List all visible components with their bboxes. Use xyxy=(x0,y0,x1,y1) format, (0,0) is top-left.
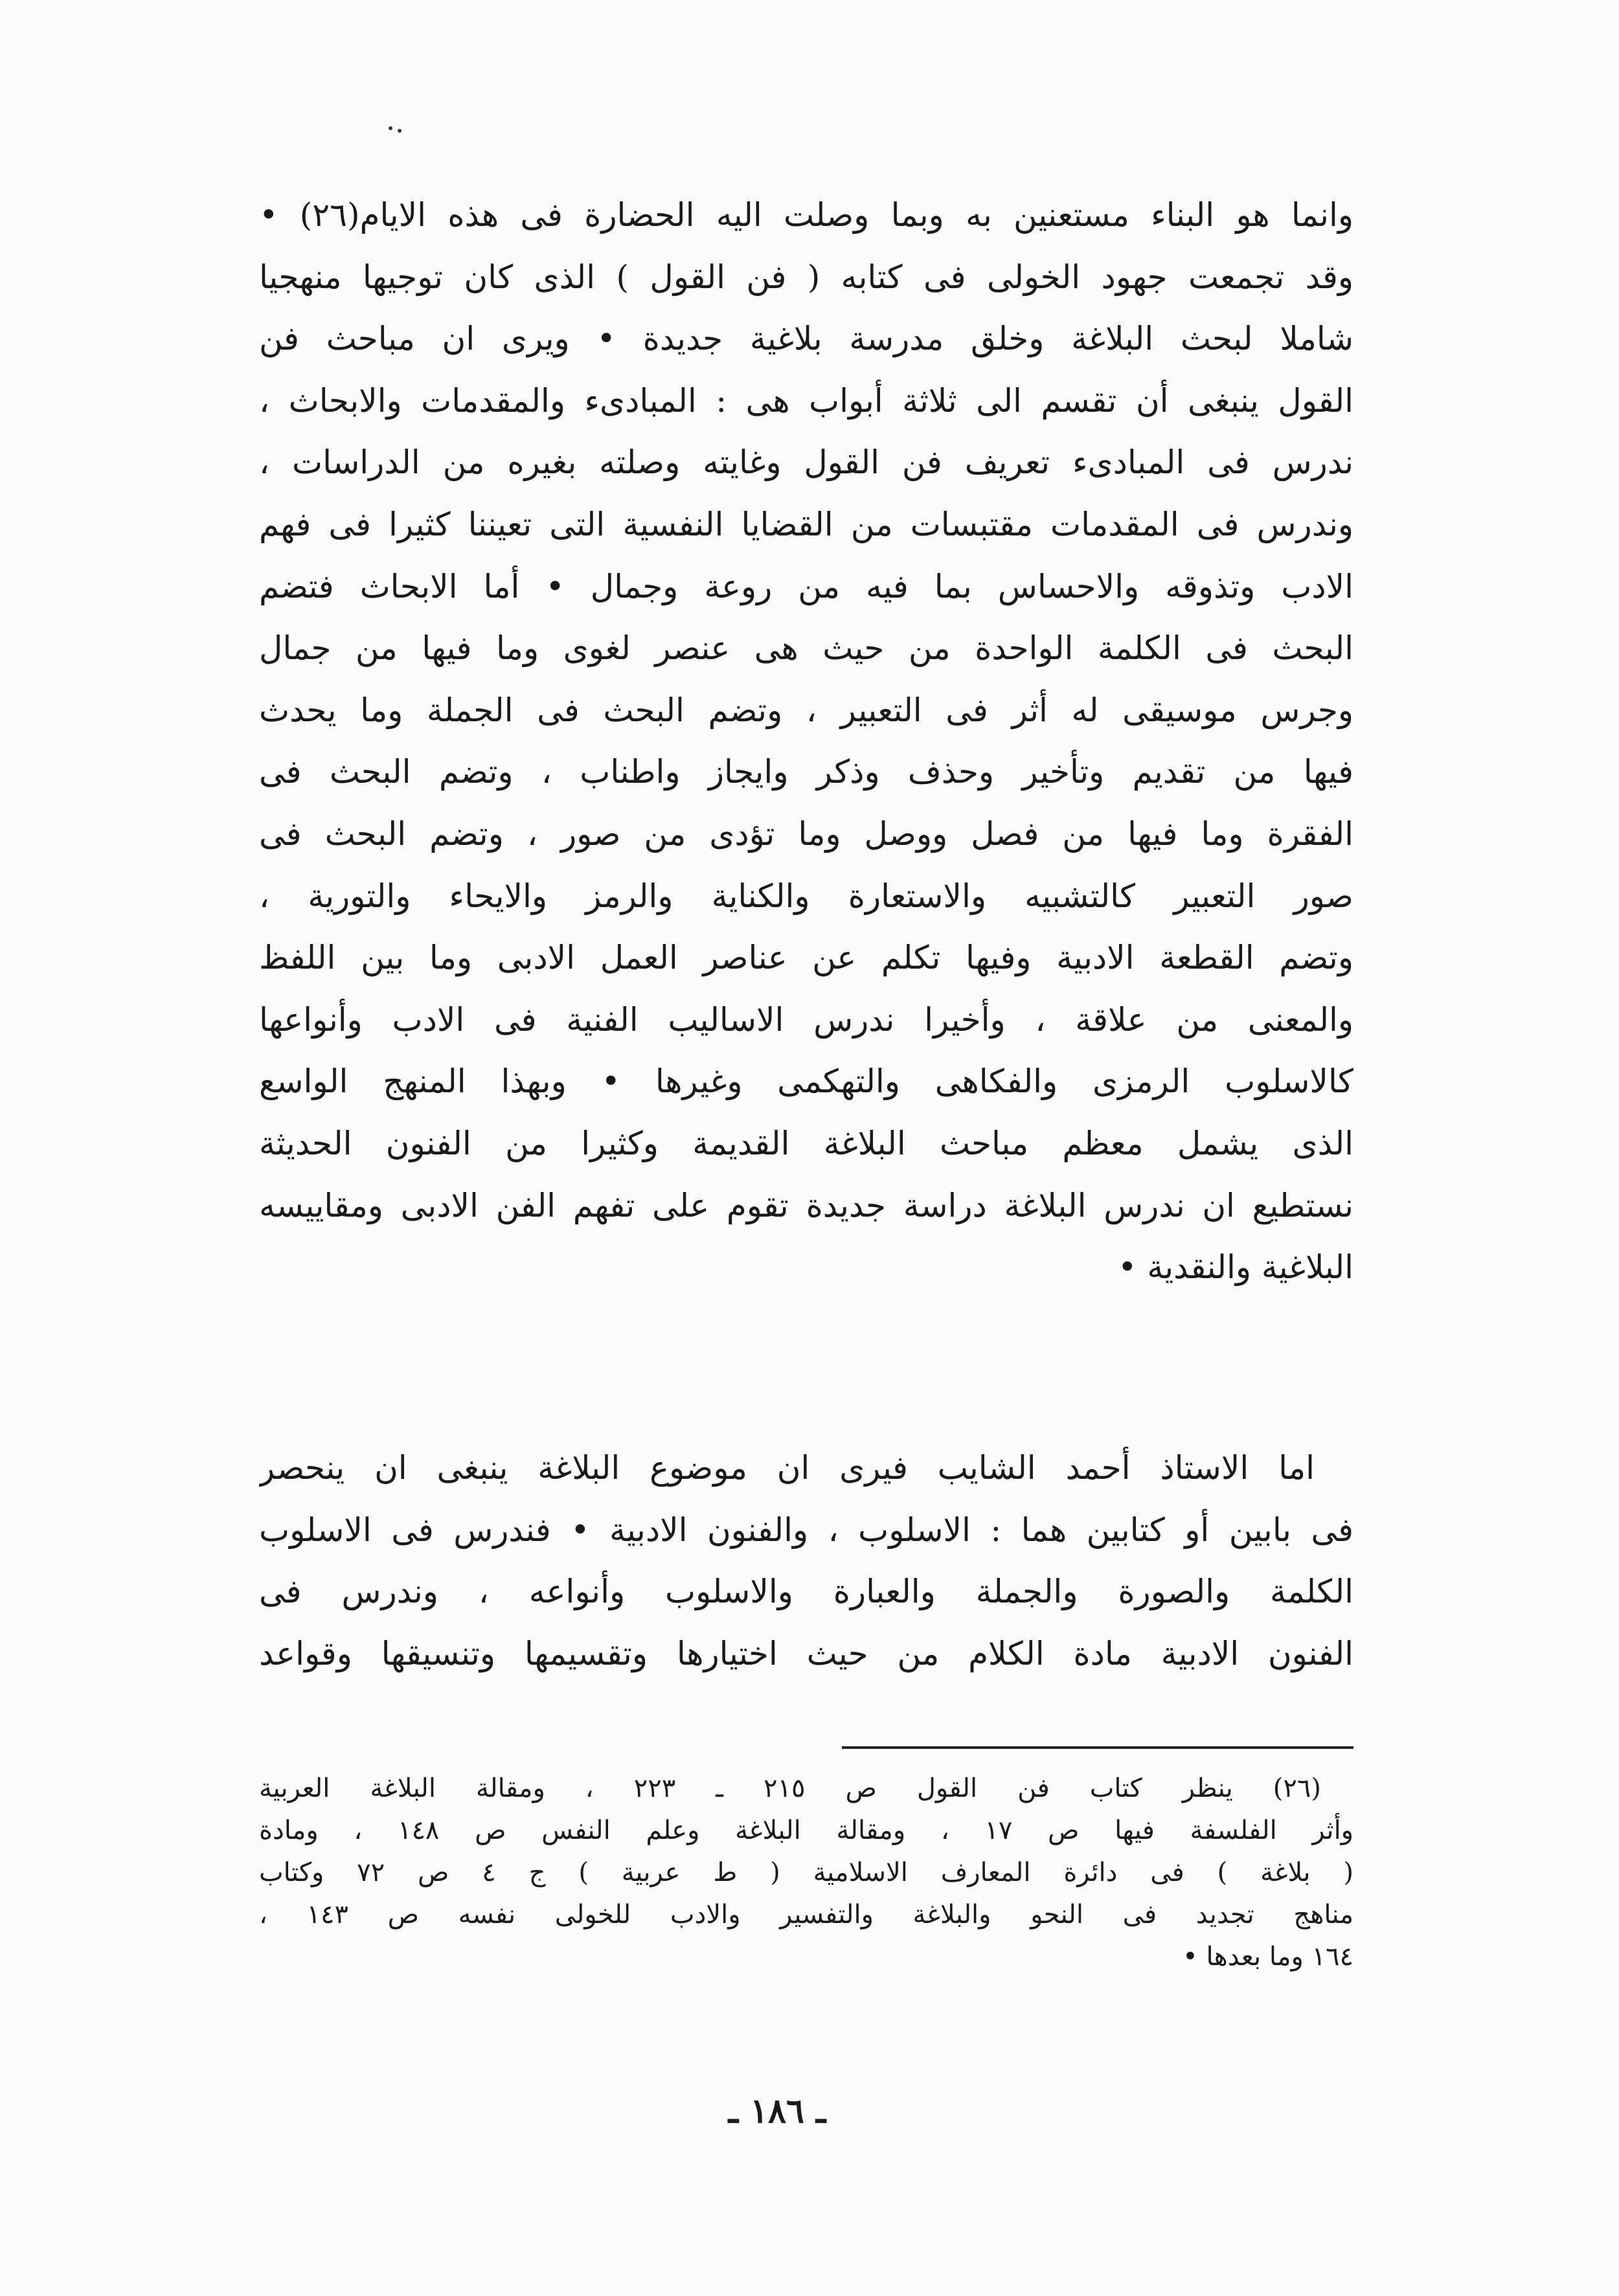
text-line: الفنون الادبية مادة الكلام من حيث اختيارها وتقسيمها وتنسيقها وقواعد xyxy=(259,1634,1353,1672)
text-line: ندرس فى المبادىء تعريف فن القول وغايته وصلته بغيره من الدراسات ، xyxy=(259,444,1353,482)
text-line: شاملا لبحث البلاغة وخلق مدرسة بلاغية جديدة • ويرى ان مباحث فن xyxy=(259,320,1353,358)
footnote-line: ١٦٤ وما بعدها • xyxy=(1183,1942,1353,1972)
footnote-line: (٢٦) ينظر كتاب فن القول ص ٢١٥ ـ ٢٢٣ ، ومقالة البلاغة العربية xyxy=(259,1773,1321,1803)
text-line: صور التعبير كالتشبيه والاستعارة والكناية والرمز والايحاء والتورية ، xyxy=(259,877,1353,915)
text-line: البحث فى الكلمة الواحدة من حيث هى عنصر لغوى وما فيها من جمال xyxy=(259,629,1353,668)
scan-mark xyxy=(389,126,414,139)
text-line: فى بابين أو كتابين هما : الاسلوب ، والفنون الادبية • فندرس فى الاسلوب xyxy=(259,1511,1353,1549)
footnote-divider xyxy=(842,1746,1353,1749)
text-line: البلاغية والنقدية • xyxy=(1118,1248,1353,1287)
text-line: الادب وتذوقه والاحساس بما فيه من روعة وجمال • أما الابحاث فتضم xyxy=(259,567,1353,605)
footnote-line: ( بلاغة ) فى دائرة المعارف الاسلامية ( ط عربية ) ج ٤ ص ٧٢ وكتاب xyxy=(259,1858,1353,1887)
text-line: وتضم القطعة الادبية وفيها تكلم عن عناصر العمل الادبى وما بين اللفظ xyxy=(259,939,1353,977)
text-line: اما الاستاذ أحمد الشايب فيرى ان موضوع البلاغة ينبغى ان ينحصر xyxy=(259,1449,1315,1487)
paragraph-1 xyxy=(259,185,1353,1299)
footnote-line: وأثر الفلسفة فيها ص ١٧ ، ومقالة البلاغة وعلم النفس ص ١٤٨ ، ومادة xyxy=(259,1816,1353,1845)
text-line: فيها من تقديم وتأخير وحذف وذكر وايجاز واطناب ، وتضم البحث فى xyxy=(259,753,1353,791)
footnote-26 xyxy=(259,1768,1353,1978)
page-number: ـ ١٨٦ ـ xyxy=(728,2091,826,2131)
text-line: كالاسلوب الرمزى والفكاهى والتهكمى وغيرها • وبهذا المنهج الواسع xyxy=(259,1063,1353,1101)
text-line: وقد تجمعت جهود الخولى فى كتابه ( فن القول ) الذى كان توجيها منهجيا xyxy=(259,258,1353,296)
text-line: الفقرة وما فيها من فصل ووصل وما تؤدى من صور ، وتضم البحث فى xyxy=(259,815,1353,853)
text-line: وجرس موسيقى له أثر فى التعبير ، وتضم البحث فى الجملة وما يحدث xyxy=(259,691,1353,729)
text-line: القول ينبغى أن تقسم الى ثلاثة أبواب هى : المبادىء والمقدمات والابحاث ، xyxy=(259,381,1353,420)
footnote-line: مناهج تجديد فى النحو والبلاغة والتفسير والادب للخولى نفسه ص ١٤٣ ، xyxy=(259,1900,1353,1930)
text-line: والمعنى من علاقة ، وأخيرا ندرس الاساليب الفنية فى الادب وأنواعها xyxy=(259,1000,1353,1039)
text-line: الكلمة والصورة والجملة والعبارة والاسلوب وأنواعه ، وندرس فى xyxy=(259,1573,1353,1611)
text-line: الذى يشمل معظم مباحث البلاغة القديمة وكثيرا من الفنون الحديثة xyxy=(259,1124,1353,1162)
text-line: وانما هو البناء مستعنين به وبما وصلت اليه الحضارة فى هذه الايام(٢٦) • xyxy=(259,196,1353,234)
text-line: وندرس فى المقدمات مقتبسات من القضايا النفسية التى تعيننا كثيرا فى فهم xyxy=(259,505,1353,543)
paragraph-2 xyxy=(259,1437,1353,1685)
text-line: نستطيع ان ندرس البلاغة دراسة جديدة تقوم على تفهم الفن الادبى ومقاييسه xyxy=(259,1186,1353,1224)
